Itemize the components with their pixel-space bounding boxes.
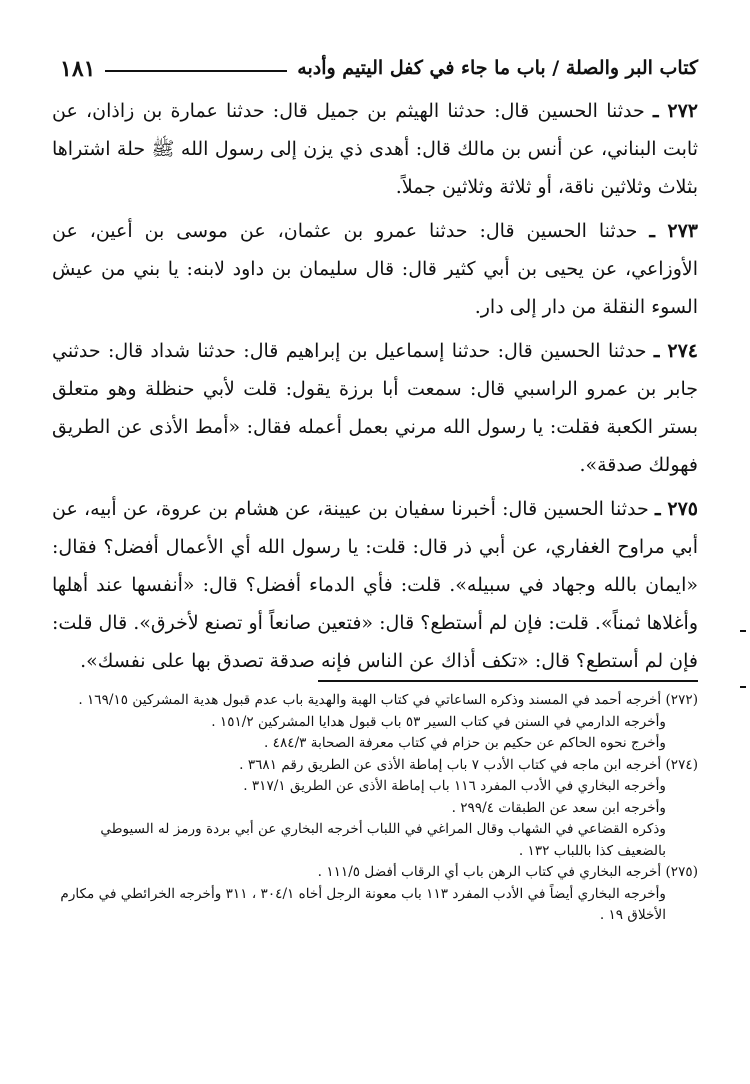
footnote-274-note: وأخرجه ابن سعد عن الطبقات ٢٩٩/٤ . <box>451 799 666 816</box>
hadith-274 <box>52 332 698 484</box>
footnote-274-note: وأخرجه البخاري في الأدب المفرد ١١٦ باب إماطة الأذى عن الطريق ٣١٧/١ . <box>243 778 666 794</box>
page-number: ١٨١ <box>60 56 96 82</box>
footnote-275-note: وأخرجه البخاري أيضاً في الأدب المفرد ١١٣ باب معونة الرجل أخاه ٣٠٤/١ ، ٣١١ وأخرجه الخرائطي في مكارم الأخلاق ١٩ . <box>60 885 666 923</box>
footnote-272: (٢٧٢) أخرجه أحمد في المسند وذكره الساعاتي في كتاب الهبة والهدية باب عدم قبول هدية المشركين ١٦٩/١٥ . <box>78 692 698 708</box>
footnote-275: (٢٧٥) أخرجه البخاري في كتاب الرهن باب أي الرقاب أفضل ١١١/٥ . <box>317 864 698 880</box>
running-title: كتاب البر والصلة / باب ما جاء في كفل اليتيم وأدبه <box>297 57 698 79</box>
hadith-273 <box>52 212 698 326</box>
hadith-275 <box>52 490 698 680</box>
margin-mark <box>740 630 746 632</box>
footnote-274-note: وذكره القضاعي في الشهاب وقال المراغي في اللباب أخرجه البخاري عن أبي بردة ورمز له السيوطي بالضعيف كذا باللباب ١٣٢ . <box>100 821 666 859</box>
header-rule <box>105 70 287 72</box>
hadith-text: حدثنا الحسين قال: أخبرنا سفيان بن عيينة، عن هشام بن عروة، عن أبيه، عن أبي مراوح الغفاري، عن أبي ذر قال: قلت: يا رسول الله أي الأعمال أفضل؟ فقال: «ايمان بالله وجهاد في سبيله». قلت: فأي الدماء أفضل؟ قال: «أنفسها عند أهلها وأغلاها ثمناً». قلت: فإن لم أستطع؟ قال: «فتعين صانعاً أو تصنع لأخرق». قال قلت: فإن لم أستطع؟ قال: «تكف أذاك عن الناس فإنه صدقة تصدق بها على نفسك». <box>52 498 699 672</box>
hadith-text: حدثنا الحسين قال: حدثنا إسماعيل بن إبراهيم قال: حدثنا شداد قال: حدثني جابر بن عمرو الراسبي قال: سمعت أبا برزة يقول: قلت لأبي حنظلة وهو متعلق بستر الكعبة فقلت: يا رسول الله مرني بعمل أعمله فقال: «أمط الأذى عن الطريق فهولك صدقة». <box>52 340 698 476</box>
hadith-272 <box>52 92 698 206</box>
hadith-number: ٢٧٥ ـ <box>654 498 698 520</box>
footnotes-section <box>52 690 698 927</box>
hadith-number: ٢٧٣ ـ <box>649 220 698 242</box>
footnote-divider <box>318 680 698 682</box>
footnote-272-note: وأخرج نحوه الحاكم عن حكيم بن حزام في كتاب معرفة الصحابة ٤٨٤/٣ . <box>264 735 666 751</box>
footnote-272-note: وأخرجه الدارمي في السنن في كتاب السير ٥٣ باب قبول هدايا المشركين ١٥١/٢ . <box>211 713 666 730</box>
footnote-274: (٢٧٤) أخرجه ابن ماجه في كتاب الأدب ٧ باب إماطة الأذى عن الطريق رقم ٣٦٨١ . <box>239 756 698 773</box>
hadith-body <box>52 92 698 686</box>
hadith-number: ٢٧٤ ـ <box>653 340 698 362</box>
margin-mark <box>740 686 746 688</box>
page-header <box>60 40 698 82</box>
hadith-text: حدثنا الحسين قال: حدثنا عمرو بن عثمان، عن موسى بن أعين، عن الأوزاعي، عن يحيى بن أبي كثير قال: قال سليمان بن داود لابنه: يا بني من عيش السوء النقلة من دار إلى دار. <box>52 220 698 318</box>
hadith-number: ٢٧٢ ـ <box>652 100 698 122</box>
hadith-text: حدثنا الحسين قال: حدثنا الهيثم بن جميل قال: حدثنا عمارة بن زاذان، عن ثابت البناني، عن أنس بن مالك قال: أهدى ذي يزن إلى رسول الله ﷺ حلة اشتراها بثلاث وثلاثين ناقة، أو ثلاثة وثلاثين جملاً. <box>52 100 698 198</box>
